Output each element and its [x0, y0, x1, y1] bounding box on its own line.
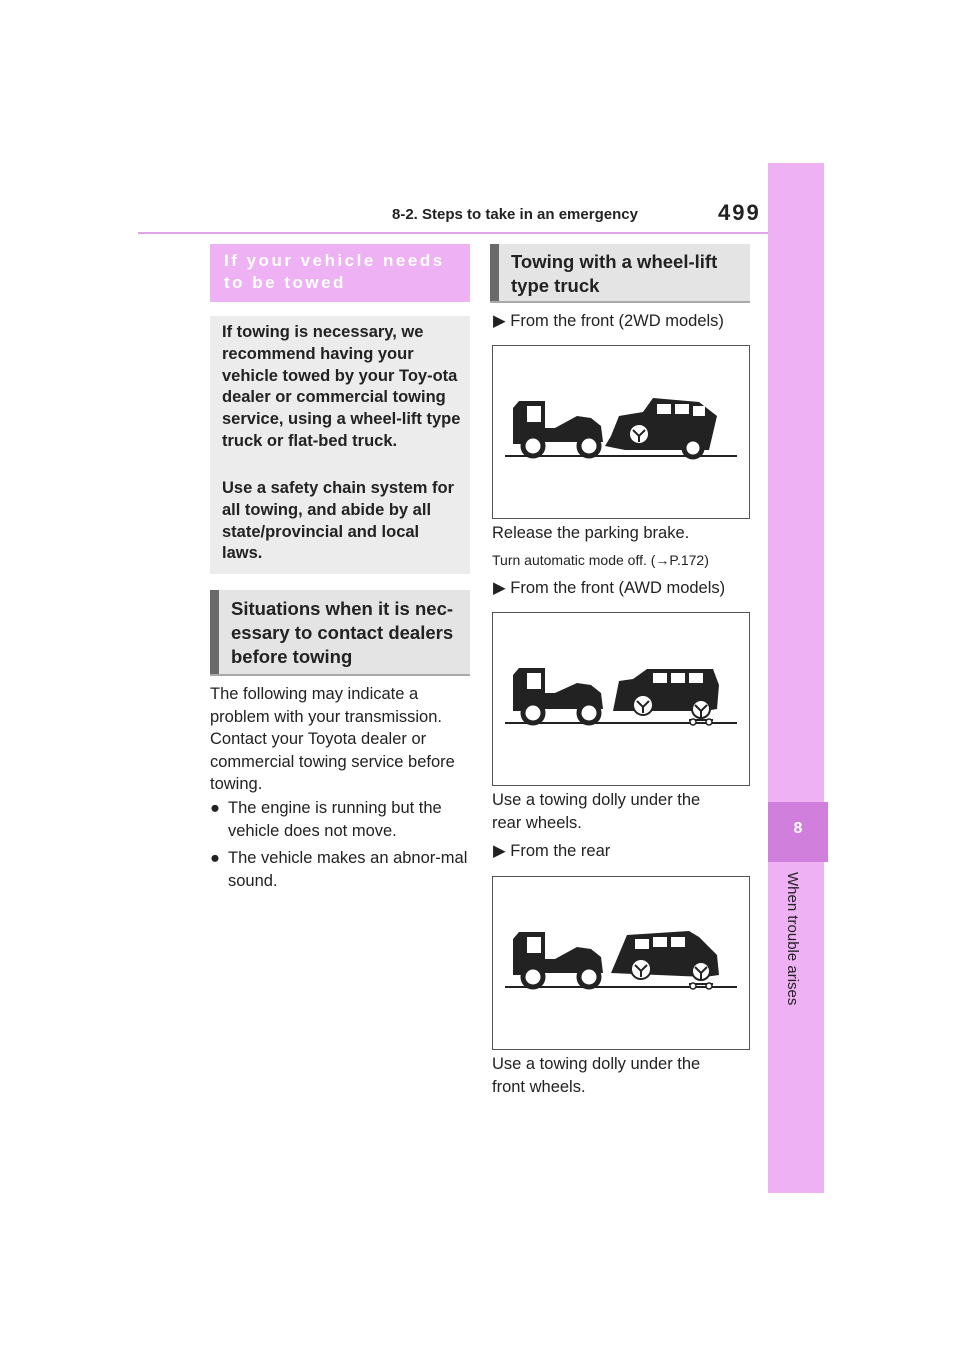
list-item-text: The engine is running but the vehicle does not move. — [228, 799, 442, 840]
figure-caption: Release the parking brake. — [492, 524, 690, 542]
triangle-bullet-icon: ▶ — [493, 312, 506, 330]
triangle-bullet-icon: ▶ — [493, 842, 506, 860]
header-divider — [138, 232, 770, 234]
list-item — [210, 797, 468, 842]
subsection-heading: Situations when it is nec-essary to contact dealers before towing — [231, 598, 454, 667]
towing-illustration-2wd — [492, 345, 750, 519]
section-title: 8-2. Steps to take in an emergency — [392, 206, 638, 223]
bullet-icon: ● — [210, 799, 220, 817]
chapter-tab — [768, 163, 824, 1193]
heading-underline — [490, 301, 750, 303]
situations-paragraph: The following may indicate a problem with your transmission. Contact your Toyota dealer or commercial towing service before towing. — [210, 685, 455, 793]
subsection-heading-box — [490, 244, 750, 302]
method-label: ▶ From the rear — [493, 842, 611, 860]
bullet-icon: ● — [210, 849, 220, 867]
intro-box — [210, 316, 470, 574]
figure-caption: Use a towing dolly under the rear wheels. — [492, 791, 701, 832]
list-item-text: The vehicle makes an abnor-mal sound. — [228, 849, 468, 890]
page-number: 499 — [718, 200, 761, 225]
subsection-heading: Towing with a wheel-lift type truck — [511, 251, 718, 296]
method-label: ▶ From the front (AWD models) — [493, 579, 726, 597]
section-heading: If your vehicle needs to be towed — [224, 251, 445, 292]
intro-paragraph: If towing is necessary, we recommend having your vehicle towed by your Toy-ota dealer or commercial towing service, using a wheel-lift type truck or flat-bed truck. — [222, 323, 461, 450]
method-label: ▶ From the front (2WD models) — [493, 312, 724, 330]
triangle-bullet-icon: ▶ — [493, 579, 506, 597]
heading-underline — [210, 674, 470, 676]
figure-caption: Use a towing dolly under the front wheels. — [492, 1055, 701, 1096]
section-heading-box — [210, 244, 470, 302]
list-item — [210, 847, 468, 892]
towing-illustration-rear — [492, 876, 750, 1050]
figure-note: Turn automatic mode off. (→P.172) — [492, 552, 709, 568]
chapter-number: 8 — [793, 820, 803, 837]
chapter-title: When trouble arises — [784, 872, 801, 1006]
intro-paragraph: Use a safety chain system for all towing, and abide by all state/provincial and local laws. — [222, 479, 455, 563]
towing-illustration-awd — [492, 612, 750, 786]
subsection-heading-box — [210, 590, 470, 674]
